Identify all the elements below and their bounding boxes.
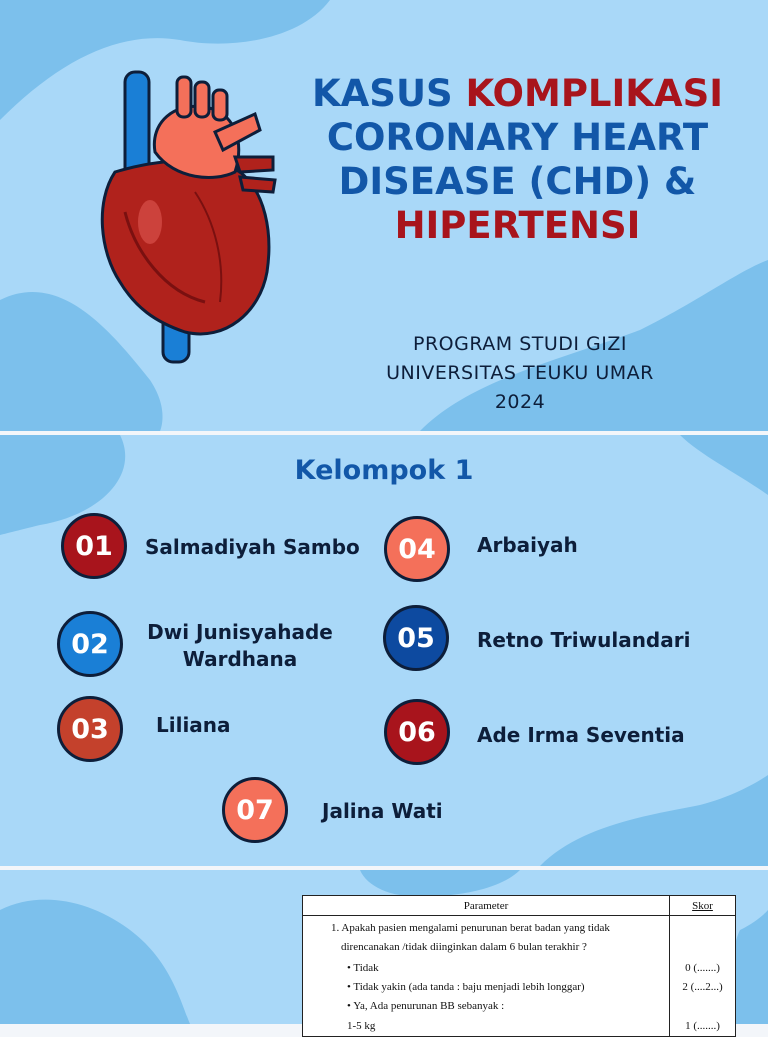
member-name-05: Retno Triwulandari — [477, 628, 691, 652]
subtitle-university: UNIVERSITAS TEUKU UMAR — [386, 362, 654, 384]
title-line1-a: KASUS — [312, 72, 466, 115]
member-name-06: Ade Irma Seventia — [477, 723, 685, 747]
title-line2: CORONARY HEART — [326, 116, 709, 159]
member-name-02-line1: Dwi Junisyahade — [147, 620, 333, 644]
option-1-5kg: 1-5 kg — [347, 1020, 376, 1032]
member-name-04: Arbaiyah — [477, 533, 578, 557]
option-tidak-score: 0 (.......) — [685, 962, 720, 974]
col-parameter: Parameter — [463, 900, 509, 912]
member-badge-05: 05 — [383, 605, 449, 671]
slide-subtitle — [320, 330, 720, 417]
member-name-01: Salmadiyah Sambo — [145, 535, 360, 559]
member-badge-06: 06 — [384, 699, 450, 765]
group-heading: Kelompok 1 — [294, 455, 474, 486]
assessment-table — [302, 895, 736, 1037]
title-line4: HIPERTENSI — [394, 204, 641, 247]
title-slide — [0, 0, 768, 431]
assessment-slide — [0, 870, 768, 1032]
option-ya: • Ya, Ada penurunan BB sebanyak : — [347, 1000, 505, 1012]
subtitle-year: 2024 — [494, 391, 546, 413]
question-1-line2: direncanakan /tidak diinginkan dalam 6 bulan terakhir ? — [341, 941, 587, 953]
group-slide — [0, 435, 768, 866]
member-name-02-line2: Wardhana — [182, 647, 298, 671]
title-line3: DISEASE (CHD) & — [338, 160, 697, 203]
option-tidak-yakin-score: 2 (....2...) — [682, 981, 723, 993]
member-badge-01: 01 — [61, 513, 127, 579]
member-name-07: Jalina Wati — [322, 799, 443, 823]
member-badge-04: 04 — [384, 516, 450, 582]
member-name-02 — [140, 619, 340, 673]
question-1-line1: 1. Apakah pasien mengalami penurunan berat badan yang tidak — [331, 922, 610, 934]
member-name-03: Liliana — [156, 713, 231, 737]
slide-title — [270, 72, 765, 248]
option-tidak-yakin: • Tidak yakin (ada tanda : baju menjadi lebih longgar) — [347, 981, 585, 993]
option-tidak: • Tidak — [347, 962, 379, 974]
heart-illustration — [95, 62, 285, 372]
col-skor: Skor — [692, 900, 713, 912]
member-badge-07: 07 — [222, 777, 288, 843]
title-line1-b: KOMPLIKASI — [465, 72, 723, 115]
subtitle-program: PROGRAM STUDI GIZI — [413, 333, 627, 355]
member-badge-02: 02 — [57, 611, 123, 677]
option-1-5kg-score: 1 (.......) — [685, 1020, 720, 1032]
member-badge-03: 03 — [57, 696, 123, 762]
